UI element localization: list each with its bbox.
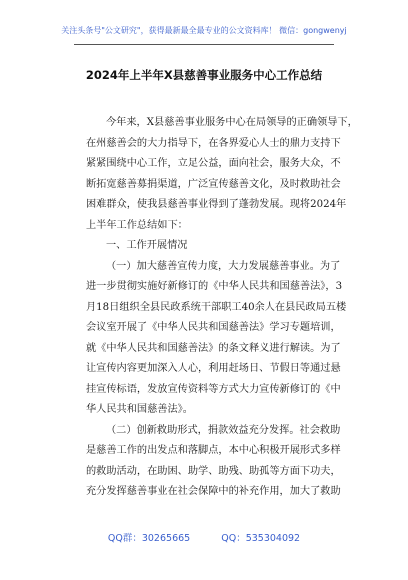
body-line: 困难群众，使我县慈善事业得到了蓬勃发展。现将2024年 [86, 199, 347, 210]
body-line: 今年来，X县慈善事业服务中心在局领导的正确领导下， [106, 117, 358, 128]
body-line: 让宣传内容更加深入人心，利用赶场日、节假日等通过悬 [86, 363, 341, 374]
body-line: 月18日组织全县民政系统干部职工40余人在县民政局五楼 [86, 301, 347, 313]
document-title: 2024年上半年X县慈善事业服务中心工作总结 [85, 68, 323, 82]
body-line: 断拓宽慈善募捐渠道，广泛宣传慈善文化，及时救助社会 [86, 178, 341, 190]
header-banner: 关注头条号"公文研究"，获得最新最全最专业的公文资料库！ 微信：gongwenyj [61, 26, 347, 35]
header-divider [74, 44, 334, 45]
footer-qq: QQ：535304092 [221, 533, 301, 544]
body-line: 挂宣传标语，发放宣传资料等方式大力宣传新修订的《中 [86, 383, 341, 395]
body-line: 紧紧围绕中心工作，立足公益，面向社会，服务大众，不 [86, 158, 341, 169]
footer-contact [0, 530, 408, 544]
body-line: 在州慈善会的大力指导下，在各界爱心人士的鼎力支持下 [86, 137, 341, 149]
document-body [86, 113, 358, 503]
body-line: （一）加大慈善宣传力度，大力发展慈善事业。为了 [106, 260, 341, 272]
body-line: 一、工作开展情况 [106, 240, 188, 251]
body-line: 是慈善工作的出发点和落脚点，本中心积极开展形式多样 [86, 445, 341, 456]
body-line: 进一步贯彻实施好新修订的《中华人民共和国慈善法》，3 [86, 281, 343, 292]
body-line: 充分发挥慈善事业在社会保障中的补充作用，加大了救助 [86, 486, 341, 497]
body-line: 会议室开展了《中华人民共和国慈善法》学习专题培训， [86, 322, 341, 333]
footer-qq-group: QQ群：30265665 [107, 533, 191, 544]
body-line: 上半年工作总结如下： [86, 219, 188, 231]
body-line: 华人民共和国慈善法》。 [86, 404, 193, 415]
body-line: 就《中华人民共和国慈善法》的条文释义进行解读。为了 [86, 342, 341, 354]
body-line: （二）创新救助形式，捐款效益充分发挥。社会救助 [106, 424, 341, 436]
body-line: 的救助活动，在助困、助学、助残、助孤等方面下功夫， [86, 465, 341, 477]
